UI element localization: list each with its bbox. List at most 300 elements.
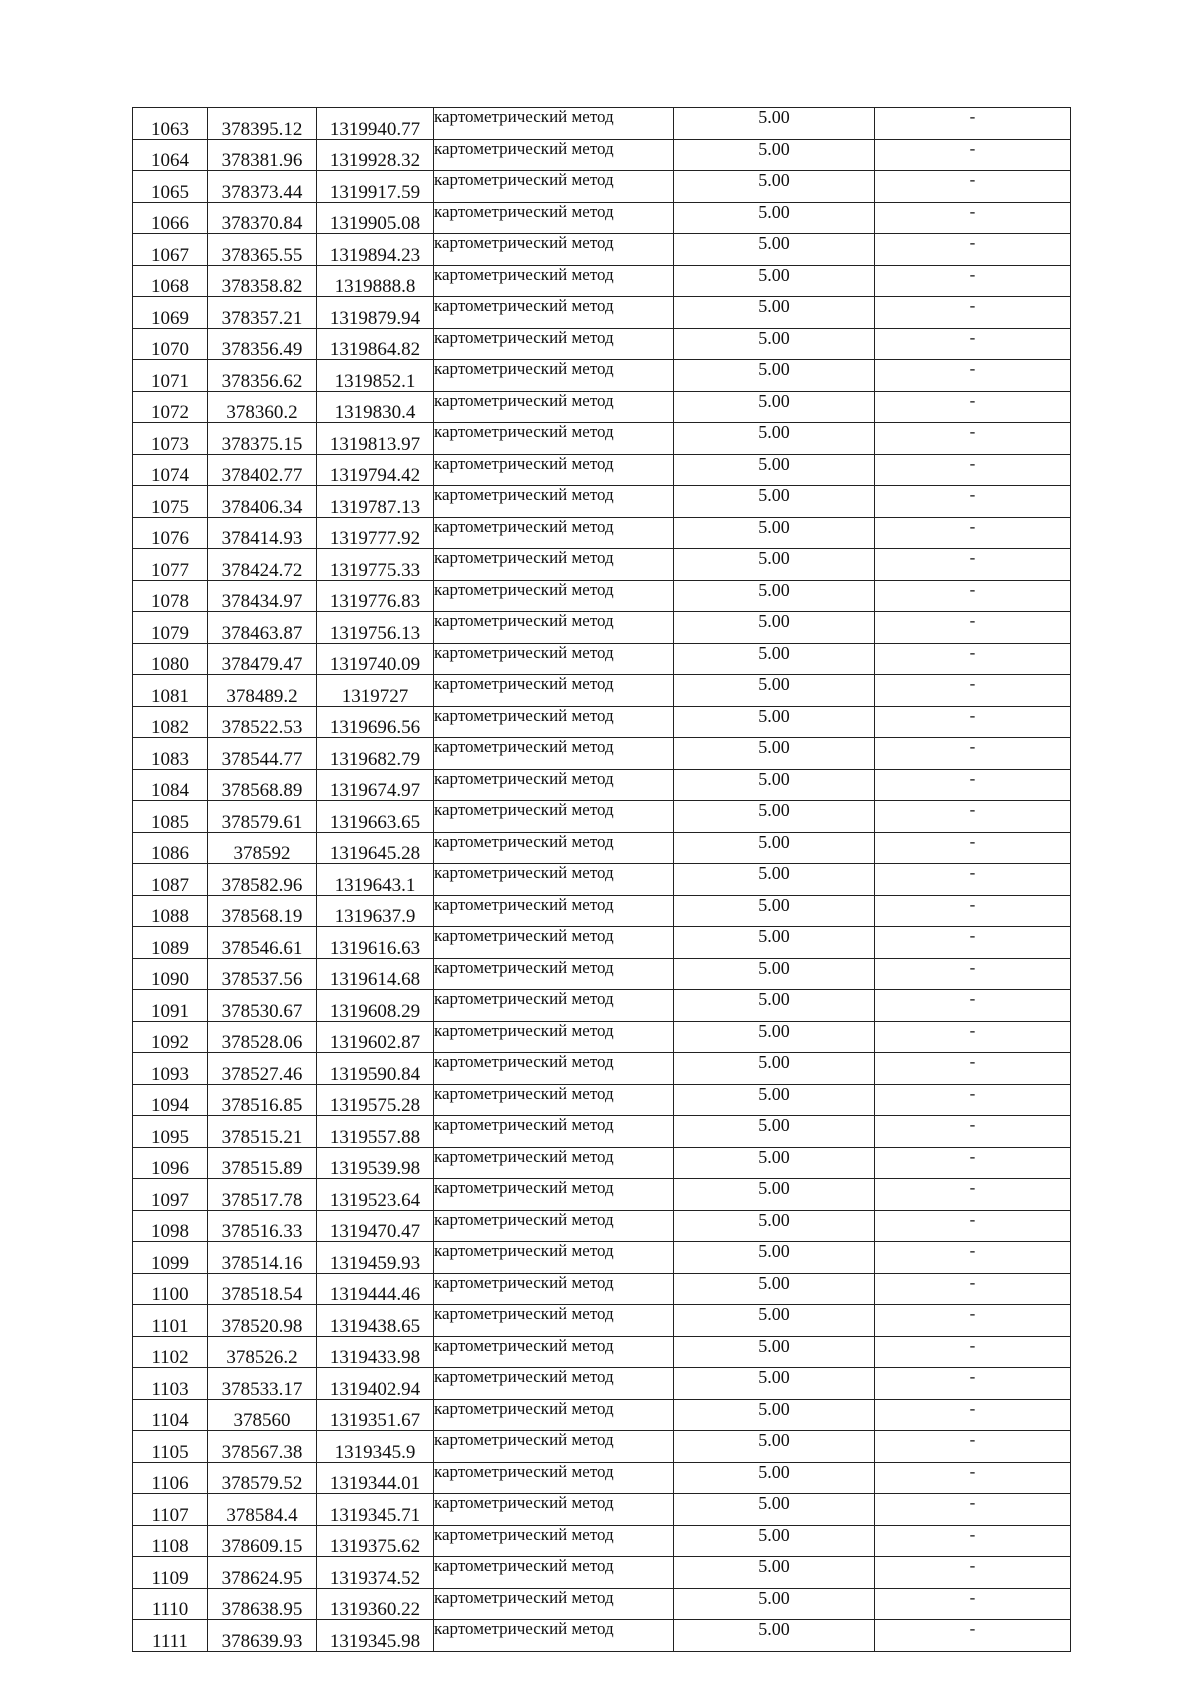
x-coordinate-cell: 378373.44 — [208, 171, 317, 203]
x-coordinate-cell: 378360.2 — [208, 391, 317, 423]
note-cell: - — [875, 1525, 1071, 1557]
x-coordinate-cell: 378489.2 — [208, 675, 317, 707]
method-cell: картометрический метод — [434, 738, 674, 770]
y-coordinate-cell: 1319674.97 — [317, 769, 434, 801]
note-cell: - — [875, 486, 1071, 518]
accuracy-cell: 5.00 — [674, 1494, 875, 1526]
table-row — [133, 801, 1071, 833]
y-coordinate-cell: 1319787.13 — [317, 486, 434, 518]
point-number-cell: 1083 — [133, 738, 208, 770]
y-coordinate-cell: 1319888.8 — [317, 265, 434, 297]
method-cell: картометрический метод — [434, 1084, 674, 1116]
table-row — [133, 580, 1071, 612]
table-row — [133, 1210, 1071, 1242]
accuracy-cell: 5.00 — [674, 990, 875, 1022]
method-cell: картометрический метод — [434, 1273, 674, 1305]
y-coordinate-cell: 1319590.84 — [317, 1053, 434, 1085]
point-number-cell: 1103 — [133, 1368, 208, 1400]
accuracy-cell: 5.00 — [674, 1273, 875, 1305]
note-cell: - — [875, 643, 1071, 675]
accuracy-cell: 5.00 — [674, 769, 875, 801]
x-coordinate-cell: 378517.78 — [208, 1179, 317, 1211]
x-coordinate-cell: 378638.95 — [208, 1588, 317, 1620]
accuracy-cell: 5.00 — [674, 1305, 875, 1337]
table-row — [133, 1525, 1071, 1557]
note-cell: - — [875, 1494, 1071, 1526]
note-cell: - — [875, 895, 1071, 927]
table-row — [133, 1147, 1071, 1179]
method-cell: картометрический метод — [434, 1305, 674, 1337]
accuracy-cell: 5.00 — [674, 265, 875, 297]
y-coordinate-cell: 1319756.13 — [317, 612, 434, 644]
y-coordinate-cell: 1319645.28 — [317, 832, 434, 864]
x-coordinate-cell: 378479.47 — [208, 643, 317, 675]
method-cell: картометрический метод — [434, 486, 674, 518]
point-number-cell: 1101 — [133, 1305, 208, 1337]
point-number-cell: 1102 — [133, 1336, 208, 1368]
point-number-cell: 1099 — [133, 1242, 208, 1274]
note-cell: - — [875, 1368, 1071, 1400]
accuracy-cell: 5.00 — [674, 360, 875, 392]
note-cell: - — [875, 958, 1071, 990]
x-coordinate-cell: 378358.82 — [208, 265, 317, 297]
table-row — [133, 1336, 1071, 1368]
x-coordinate-cell: 378609.15 — [208, 1525, 317, 1557]
accuracy-cell: 5.00 — [674, 738, 875, 770]
note-cell: - — [875, 1084, 1071, 1116]
accuracy-cell: 5.00 — [674, 297, 875, 329]
method-cell: картометрический метод — [434, 549, 674, 581]
x-coordinate-cell: 378463.87 — [208, 612, 317, 644]
method-cell: картометрический метод — [434, 234, 674, 266]
y-coordinate-cell: 1319776.83 — [317, 580, 434, 612]
point-number-cell: 1064 — [133, 139, 208, 171]
accuracy-cell: 5.00 — [674, 1242, 875, 1274]
table-row — [133, 1021, 1071, 1053]
table-body — [133, 108, 1071, 1652]
y-coordinate-cell: 1319602.87 — [317, 1021, 434, 1053]
table-row — [133, 423, 1071, 455]
note-cell: - — [875, 675, 1071, 707]
accuracy-cell: 5.00 — [674, 1620, 875, 1652]
note-cell: - — [875, 1431, 1071, 1463]
note-cell: - — [875, 801, 1071, 833]
point-number-cell: 1109 — [133, 1557, 208, 1589]
table-row — [133, 1242, 1071, 1274]
table-row — [133, 297, 1071, 329]
table-row — [133, 1053, 1071, 1085]
accuracy-cell: 5.00 — [674, 391, 875, 423]
note-cell: - — [875, 171, 1071, 203]
note-cell: - — [875, 139, 1071, 171]
accuracy-cell: 5.00 — [674, 643, 875, 675]
x-coordinate-cell: 378639.93 — [208, 1620, 317, 1652]
x-coordinate-cell: 378579.52 — [208, 1462, 317, 1494]
method-cell: картометрический метод — [434, 202, 674, 234]
note-cell: - — [875, 1021, 1071, 1053]
point-number-cell: 1077 — [133, 549, 208, 581]
method-cell: картометрический метод — [434, 1147, 674, 1179]
point-number-cell: 1089 — [133, 927, 208, 959]
point-number-cell: 1071 — [133, 360, 208, 392]
point-number-cell: 1066 — [133, 202, 208, 234]
x-coordinate-cell: 378546.61 — [208, 927, 317, 959]
accuracy-cell: 5.00 — [674, 486, 875, 518]
table-row — [133, 958, 1071, 990]
y-coordinate-cell: 1319360.22 — [317, 1588, 434, 1620]
point-number-cell: 1072 — [133, 391, 208, 423]
method-cell: картометрический метод — [434, 1588, 674, 1620]
x-coordinate-cell: 378434.97 — [208, 580, 317, 612]
method-cell: картометрический метод — [434, 1525, 674, 1557]
y-coordinate-cell: 1319575.28 — [317, 1084, 434, 1116]
y-coordinate-cell: 1319345.98 — [317, 1620, 434, 1652]
point-number-cell: 1082 — [133, 706, 208, 738]
method-cell: картометрический метод — [434, 1210, 674, 1242]
y-coordinate-cell: 1319344.01 — [317, 1462, 434, 1494]
table-row — [133, 265, 1071, 297]
method-cell: картометрический метод — [434, 391, 674, 423]
method-cell: картометрический метод — [434, 108, 674, 140]
method-cell: картометрический метод — [434, 1336, 674, 1368]
method-cell: картометрический метод — [434, 864, 674, 896]
table-row — [133, 832, 1071, 864]
table-row — [133, 360, 1071, 392]
accuracy-cell: 5.00 — [674, 108, 875, 140]
accuracy-cell: 5.00 — [674, 1116, 875, 1148]
x-coordinate-cell: 378518.54 — [208, 1273, 317, 1305]
accuracy-cell: 5.00 — [674, 1053, 875, 1085]
accuracy-cell: 5.00 — [674, 1431, 875, 1463]
accuracy-cell: 5.00 — [674, 1021, 875, 1053]
method-cell: картометрический метод — [434, 1557, 674, 1589]
method-cell: картометрический метод — [434, 832, 674, 864]
y-coordinate-cell: 1319740.09 — [317, 643, 434, 675]
y-coordinate-cell: 1319608.29 — [317, 990, 434, 1022]
accuracy-cell: 5.00 — [674, 202, 875, 234]
y-coordinate-cell: 1319852.1 — [317, 360, 434, 392]
y-coordinate-cell: 1319375.62 — [317, 1525, 434, 1557]
method-cell: картометрический метод — [434, 958, 674, 990]
accuracy-cell: 5.00 — [674, 1084, 875, 1116]
table-row — [133, 1179, 1071, 1211]
method-cell: картометрический метод — [434, 139, 674, 171]
y-coordinate-cell: 1319940.77 — [317, 108, 434, 140]
method-cell: картометрический метод — [434, 612, 674, 644]
table-row — [133, 1620, 1071, 1652]
table-row — [133, 675, 1071, 707]
table-row — [133, 108, 1071, 140]
table-row — [133, 1431, 1071, 1463]
point-number-cell: 1078 — [133, 580, 208, 612]
method-cell: картометрический метод — [434, 454, 674, 486]
point-number-cell: 1092 — [133, 1021, 208, 1053]
method-cell: картометрический метод — [434, 1242, 674, 1274]
point-number-cell: 1069 — [133, 297, 208, 329]
accuracy-cell: 5.00 — [674, 895, 875, 927]
note-cell: - — [875, 1273, 1071, 1305]
y-coordinate-cell: 1319523.64 — [317, 1179, 434, 1211]
y-coordinate-cell: 1319459.93 — [317, 1242, 434, 1274]
x-coordinate-cell: 378357.21 — [208, 297, 317, 329]
note-cell: - — [875, 202, 1071, 234]
table-row — [133, 139, 1071, 171]
note-cell: - — [875, 1620, 1071, 1652]
y-coordinate-cell: 1319345.71 — [317, 1494, 434, 1526]
y-coordinate-cell: 1319345.9 — [317, 1431, 434, 1463]
point-number-cell: 1106 — [133, 1462, 208, 1494]
y-coordinate-cell: 1319879.94 — [317, 297, 434, 329]
table-row — [133, 706, 1071, 738]
note-cell: - — [875, 297, 1071, 329]
point-number-cell: 1076 — [133, 517, 208, 549]
accuracy-cell: 5.00 — [674, 549, 875, 581]
x-coordinate-cell: 378528.06 — [208, 1021, 317, 1053]
accuracy-cell: 5.00 — [674, 139, 875, 171]
note-cell: - — [875, 706, 1071, 738]
point-number-cell: 1088 — [133, 895, 208, 927]
note-cell: - — [875, 1210, 1071, 1242]
note-cell: - — [875, 1462, 1071, 1494]
note-cell: - — [875, 1399, 1071, 1431]
y-coordinate-cell: 1319917.59 — [317, 171, 434, 203]
x-coordinate-cell: 378516.85 — [208, 1084, 317, 1116]
x-coordinate-cell: 378568.19 — [208, 895, 317, 927]
note-cell: - — [875, 1179, 1071, 1211]
accuracy-cell: 5.00 — [674, 1557, 875, 1589]
point-number-cell: 1086 — [133, 832, 208, 864]
accuracy-cell: 5.00 — [674, 864, 875, 896]
x-coordinate-cell: 378514.16 — [208, 1242, 317, 1274]
note-cell: - — [875, 360, 1071, 392]
method-cell: картометрический метод — [434, 297, 674, 329]
x-coordinate-cell: 378381.96 — [208, 139, 317, 171]
note-cell: - — [875, 1147, 1071, 1179]
method-cell: картометрический метод — [434, 769, 674, 801]
table-row — [133, 1368, 1071, 1400]
x-coordinate-cell: 378537.56 — [208, 958, 317, 990]
x-coordinate-cell: 378544.77 — [208, 738, 317, 770]
x-coordinate-cell: 378406.34 — [208, 486, 317, 518]
table-row — [133, 1116, 1071, 1148]
x-coordinate-cell: 378370.84 — [208, 202, 317, 234]
accuracy-cell: 5.00 — [674, 1399, 875, 1431]
point-number-cell: 1091 — [133, 990, 208, 1022]
y-coordinate-cell: 1319643.1 — [317, 864, 434, 896]
note-cell: - — [875, 1116, 1071, 1148]
y-coordinate-cell: 1319557.88 — [317, 1116, 434, 1148]
y-coordinate-cell: 1319777.92 — [317, 517, 434, 549]
x-coordinate-cell: 378568.89 — [208, 769, 317, 801]
table-row — [133, 1462, 1071, 1494]
accuracy-cell: 5.00 — [674, 801, 875, 833]
accuracy-cell: 5.00 — [674, 580, 875, 612]
point-number-cell: 1098 — [133, 1210, 208, 1242]
point-number-cell: 1080 — [133, 643, 208, 675]
point-number-cell: 1110 — [133, 1588, 208, 1620]
method-cell: картометрический метод — [434, 1399, 674, 1431]
method-cell: картометрический метод — [434, 1021, 674, 1053]
note-cell: - — [875, 454, 1071, 486]
note-cell: - — [875, 580, 1071, 612]
note-cell: - — [875, 265, 1071, 297]
accuracy-cell: 5.00 — [674, 234, 875, 266]
accuracy-cell: 5.00 — [674, 1525, 875, 1557]
x-coordinate-cell: 378356.62 — [208, 360, 317, 392]
x-coordinate-cell: 378402.77 — [208, 454, 317, 486]
accuracy-cell: 5.00 — [674, 1210, 875, 1242]
table-row — [133, 234, 1071, 266]
y-coordinate-cell: 1319444.46 — [317, 1273, 434, 1305]
table-row — [133, 549, 1071, 581]
point-number-cell: 1107 — [133, 1494, 208, 1526]
table-row — [133, 1273, 1071, 1305]
method-cell: картометрический метод — [434, 423, 674, 455]
table-row — [133, 1084, 1071, 1116]
point-number-cell: 1096 — [133, 1147, 208, 1179]
note-cell: - — [875, 864, 1071, 896]
x-coordinate-cell: 378522.53 — [208, 706, 317, 738]
y-coordinate-cell: 1319539.98 — [317, 1147, 434, 1179]
y-coordinate-cell: 1319775.33 — [317, 549, 434, 581]
x-coordinate-cell: 378375.15 — [208, 423, 317, 455]
method-cell: картометрический метод — [434, 1116, 674, 1148]
method-cell: картометрический метод — [434, 801, 674, 833]
accuracy-cell: 5.00 — [674, 454, 875, 486]
note-cell: - — [875, 423, 1071, 455]
method-cell: картометрический метод — [434, 1053, 674, 1085]
table-row — [133, 927, 1071, 959]
table-row — [133, 517, 1071, 549]
note-cell: - — [875, 1588, 1071, 1620]
point-number-cell: 1068 — [133, 265, 208, 297]
x-coordinate-cell: 378515.89 — [208, 1147, 317, 1179]
note-cell: - — [875, 1305, 1071, 1337]
accuracy-cell: 5.00 — [674, 1336, 875, 1368]
method-cell: картометрический метод — [434, 328, 674, 360]
method-cell: картометрический метод — [434, 990, 674, 1022]
x-coordinate-cell: 378395.12 — [208, 108, 317, 140]
accuracy-cell: 5.00 — [674, 612, 875, 644]
point-number-cell: 1063 — [133, 108, 208, 140]
x-coordinate-cell: 378414.93 — [208, 517, 317, 549]
table-row — [133, 1399, 1071, 1431]
point-number-cell: 1104 — [133, 1399, 208, 1431]
x-coordinate-cell: 378530.67 — [208, 990, 317, 1022]
x-coordinate-cell: 378365.55 — [208, 234, 317, 266]
point-number-cell: 1094 — [133, 1084, 208, 1116]
y-coordinate-cell: 1319663.65 — [317, 801, 434, 833]
x-coordinate-cell: 378516.33 — [208, 1210, 317, 1242]
accuracy-cell: 5.00 — [674, 1179, 875, 1211]
method-cell: картометрический метод — [434, 171, 674, 203]
accuracy-cell: 5.00 — [674, 423, 875, 455]
x-coordinate-cell: 378527.46 — [208, 1053, 317, 1085]
accuracy-cell: 5.00 — [674, 832, 875, 864]
table-row — [133, 643, 1071, 675]
point-number-cell: 1073 — [133, 423, 208, 455]
method-cell: картометрический метод — [434, 265, 674, 297]
method-cell: картометрический метод — [434, 706, 674, 738]
accuracy-cell: 5.00 — [674, 706, 875, 738]
point-number-cell: 1084 — [133, 769, 208, 801]
table-row — [133, 1588, 1071, 1620]
note-cell: - — [875, 517, 1071, 549]
point-number-cell: 1111 — [133, 1620, 208, 1652]
table-row — [133, 486, 1071, 518]
y-coordinate-cell: 1319616.63 — [317, 927, 434, 959]
x-coordinate-cell: 378560 — [208, 1399, 317, 1431]
y-coordinate-cell: 1319864.82 — [317, 328, 434, 360]
table-row — [133, 769, 1071, 801]
method-cell: картометрический метод — [434, 1431, 674, 1463]
point-number-cell: 1065 — [133, 171, 208, 203]
note-cell: - — [875, 1557, 1071, 1589]
point-number-cell: 1070 — [133, 328, 208, 360]
method-cell: картометрический метод — [434, 895, 674, 927]
x-coordinate-cell: 378533.17 — [208, 1368, 317, 1400]
point-number-cell: 1074 — [133, 454, 208, 486]
method-cell: картометрический метод — [434, 1494, 674, 1526]
method-cell: картометрический метод — [434, 643, 674, 675]
accuracy-cell: 5.00 — [674, 517, 875, 549]
y-coordinate-cell: 1319402.94 — [317, 1368, 434, 1400]
x-coordinate-cell: 378579.61 — [208, 801, 317, 833]
method-cell: картометрический метод — [434, 1368, 674, 1400]
accuracy-cell: 5.00 — [674, 171, 875, 203]
x-coordinate-cell: 378624.95 — [208, 1557, 317, 1589]
y-coordinate-cell: 1319794.42 — [317, 454, 434, 486]
x-coordinate-cell: 378567.38 — [208, 1431, 317, 1463]
table-row — [133, 895, 1071, 927]
x-coordinate-cell: 378592 — [208, 832, 317, 864]
note-cell: - — [875, 234, 1071, 266]
y-coordinate-cell: 1319351.67 — [317, 1399, 434, 1431]
point-number-cell: 1087 — [133, 864, 208, 896]
y-coordinate-cell: 1319374.52 — [317, 1557, 434, 1589]
accuracy-cell: 5.00 — [674, 958, 875, 990]
accuracy-cell: 5.00 — [674, 927, 875, 959]
coordinates-table — [132, 107, 1071, 1652]
note-cell: - — [875, 1242, 1071, 1274]
table-row — [133, 391, 1071, 423]
note-cell: - — [875, 832, 1071, 864]
y-coordinate-cell: 1319905.08 — [317, 202, 434, 234]
point-number-cell: 1095 — [133, 1116, 208, 1148]
note-cell: - — [875, 1336, 1071, 1368]
table-row — [133, 1557, 1071, 1589]
table-row — [133, 1494, 1071, 1526]
method-cell: картометрический метод — [434, 1462, 674, 1494]
y-coordinate-cell: 1319682.79 — [317, 738, 434, 770]
y-coordinate-cell: 1319894.23 — [317, 234, 434, 266]
x-coordinate-cell: 378520.98 — [208, 1305, 317, 1337]
point-number-cell: 1085 — [133, 801, 208, 833]
method-cell: картометрический метод — [434, 517, 674, 549]
y-coordinate-cell: 1319614.68 — [317, 958, 434, 990]
point-number-cell: 1081 — [133, 675, 208, 707]
table-row — [133, 1305, 1071, 1337]
note-cell: - — [875, 990, 1071, 1022]
table-row — [133, 990, 1071, 1022]
note-cell: - — [875, 1053, 1071, 1085]
y-coordinate-cell: 1319696.56 — [317, 706, 434, 738]
point-number-cell: 1075 — [133, 486, 208, 518]
y-coordinate-cell: 1319470.47 — [317, 1210, 434, 1242]
accuracy-cell: 5.00 — [674, 1147, 875, 1179]
point-number-cell: 1108 — [133, 1525, 208, 1557]
x-coordinate-cell: 378356.49 — [208, 328, 317, 360]
